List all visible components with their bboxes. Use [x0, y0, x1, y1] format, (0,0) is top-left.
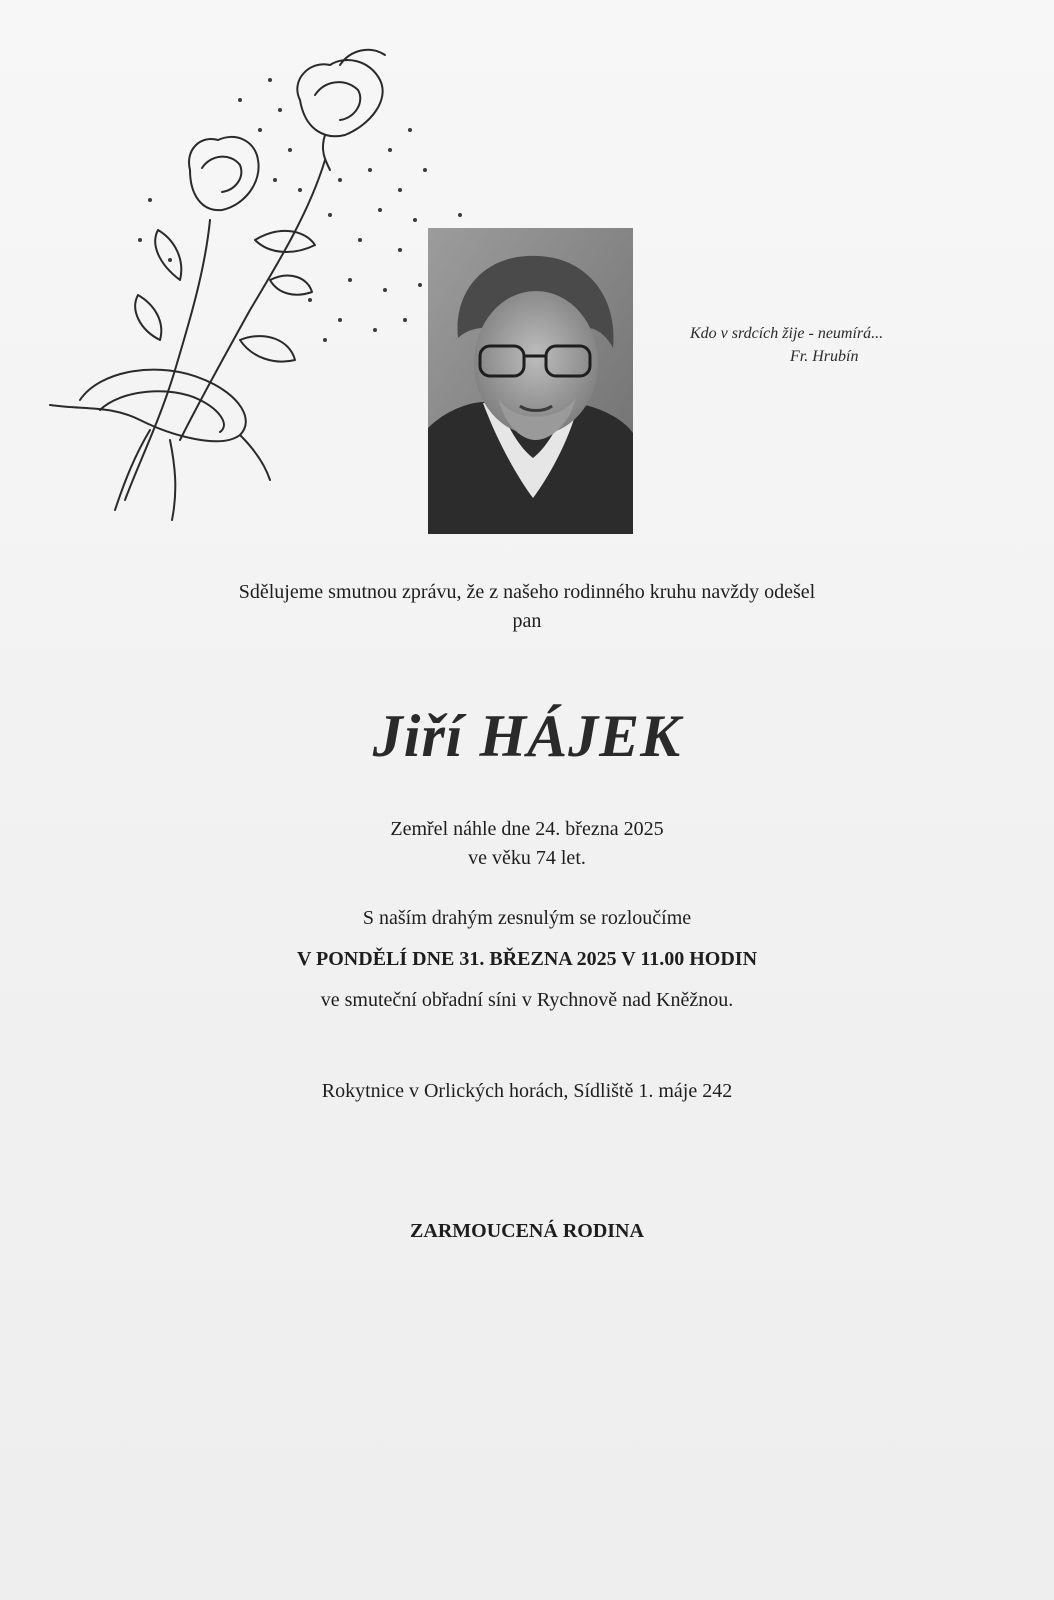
deceased-portrait — [428, 228, 633, 534]
deceased-name: Jiří HÁJEK — [372, 703, 682, 769]
farewell-line-1: S naším drahým zesnulým se rozloučíme — [362, 907, 692, 929]
intro-text — [0, 578, 1054, 636]
death-date-line: Zemřel náhle dne 24. března 2025 — [390, 818, 664, 840]
farewell-info — [0, 898, 1054, 1021]
intro-line-2: pan — [512, 610, 542, 632]
farewell-datetime: V PONDĚLÍ DNE 31. BŘEZNA 2025 V 11.00 HODIN — [296, 948, 758, 970]
family-signature: ZARMOUCENÁ RODINA — [410, 1220, 644, 1242]
death-info — [0, 815, 1054, 873]
quote-author: Fr. Hrubín — [790, 348, 859, 365]
quote-text: Kdo v srdcích žije - neumírá... — [690, 325, 884, 342]
memorial-quote — [690, 322, 883, 368]
rose-illustration — [40, 40, 470, 540]
age-line: ve věku 74 let. — [468, 847, 586, 869]
intro-line-1: Sdělujeme smutnou zprávu, že z našeho rodinného kruhu navždy odešel — [238, 581, 816, 603]
farewell-place: ve smuteční obřadní síni v Rychnově nad Kněžnou. — [320, 989, 734, 1011]
family-address: Rokytnice v Orlických horách, Sídliště 1. máje 242 — [321, 1080, 733, 1102]
